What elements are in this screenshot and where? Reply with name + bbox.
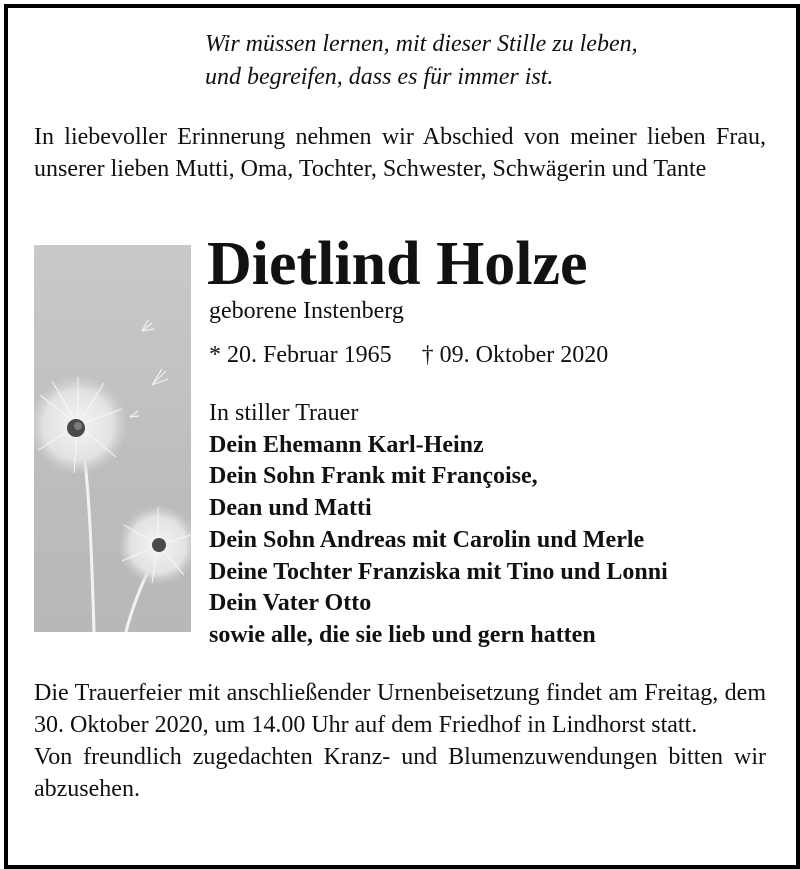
birth-name: geborene Instenberg <box>209 298 404 324</box>
dandelion-icon <box>34 245 191 632</box>
service-info <box>34 677 766 805</box>
birth-date: * 20. Februar 1965 <box>209 342 392 368</box>
flowers-note: Von freundlich zugedachten Kranz- und Blumenzuwendungen bitten wir abzusehen. <box>34 744 766 802</box>
mourner-line: Dein Vater Otto <box>209 590 372 617</box>
verse-line-1: Wir müssen lernen, mit dieser Stille zu leben, <box>205 31 638 57</box>
service-details: Die Trauerfeier mit anschließender Urnenbeisetzung findet am Freitag, dem 30. Oktober 2020, um 14.00 Uhr auf dem Friedhof in Lindhorst statt. <box>34 680 766 738</box>
dandelion-photo <box>34 245 191 632</box>
verse-line-2: und begreifen, dass es für immer ist. <box>205 64 554 90</box>
life-dates <box>209 340 608 370</box>
mourner-line: Dein Ehemann Karl-Heinz <box>209 431 484 458</box>
verse <box>205 28 638 94</box>
deceased-name: Dietlind Holze <box>207 230 588 298</box>
mourners-heading: In stiller Trauer <box>209 400 359 426</box>
mourner-line: Dean und Matti <box>209 495 372 522</box>
death-date: † 09. Oktober 2020 <box>421 342 609 368</box>
mourner-line: sowie alle, die sie lieb und gern hatten <box>209 621 596 648</box>
mourner-line: Dein Sohn Frank mit Françoise, <box>209 463 538 490</box>
mourners <box>209 398 668 652</box>
mourner-line: Dein Sohn Andreas mit Carolin und Merle <box>209 526 645 553</box>
mourner-line: Deine Tochter Franziska mit Tino und Lonni <box>209 558 668 585</box>
intro-text: In liebevoller Erinnerung nehmen wir Abschied von meiner lieben Frau, unserer lieben Mutti, Oma, Tochter, Schwester, Schwägerin und Tante <box>34 124 766 182</box>
